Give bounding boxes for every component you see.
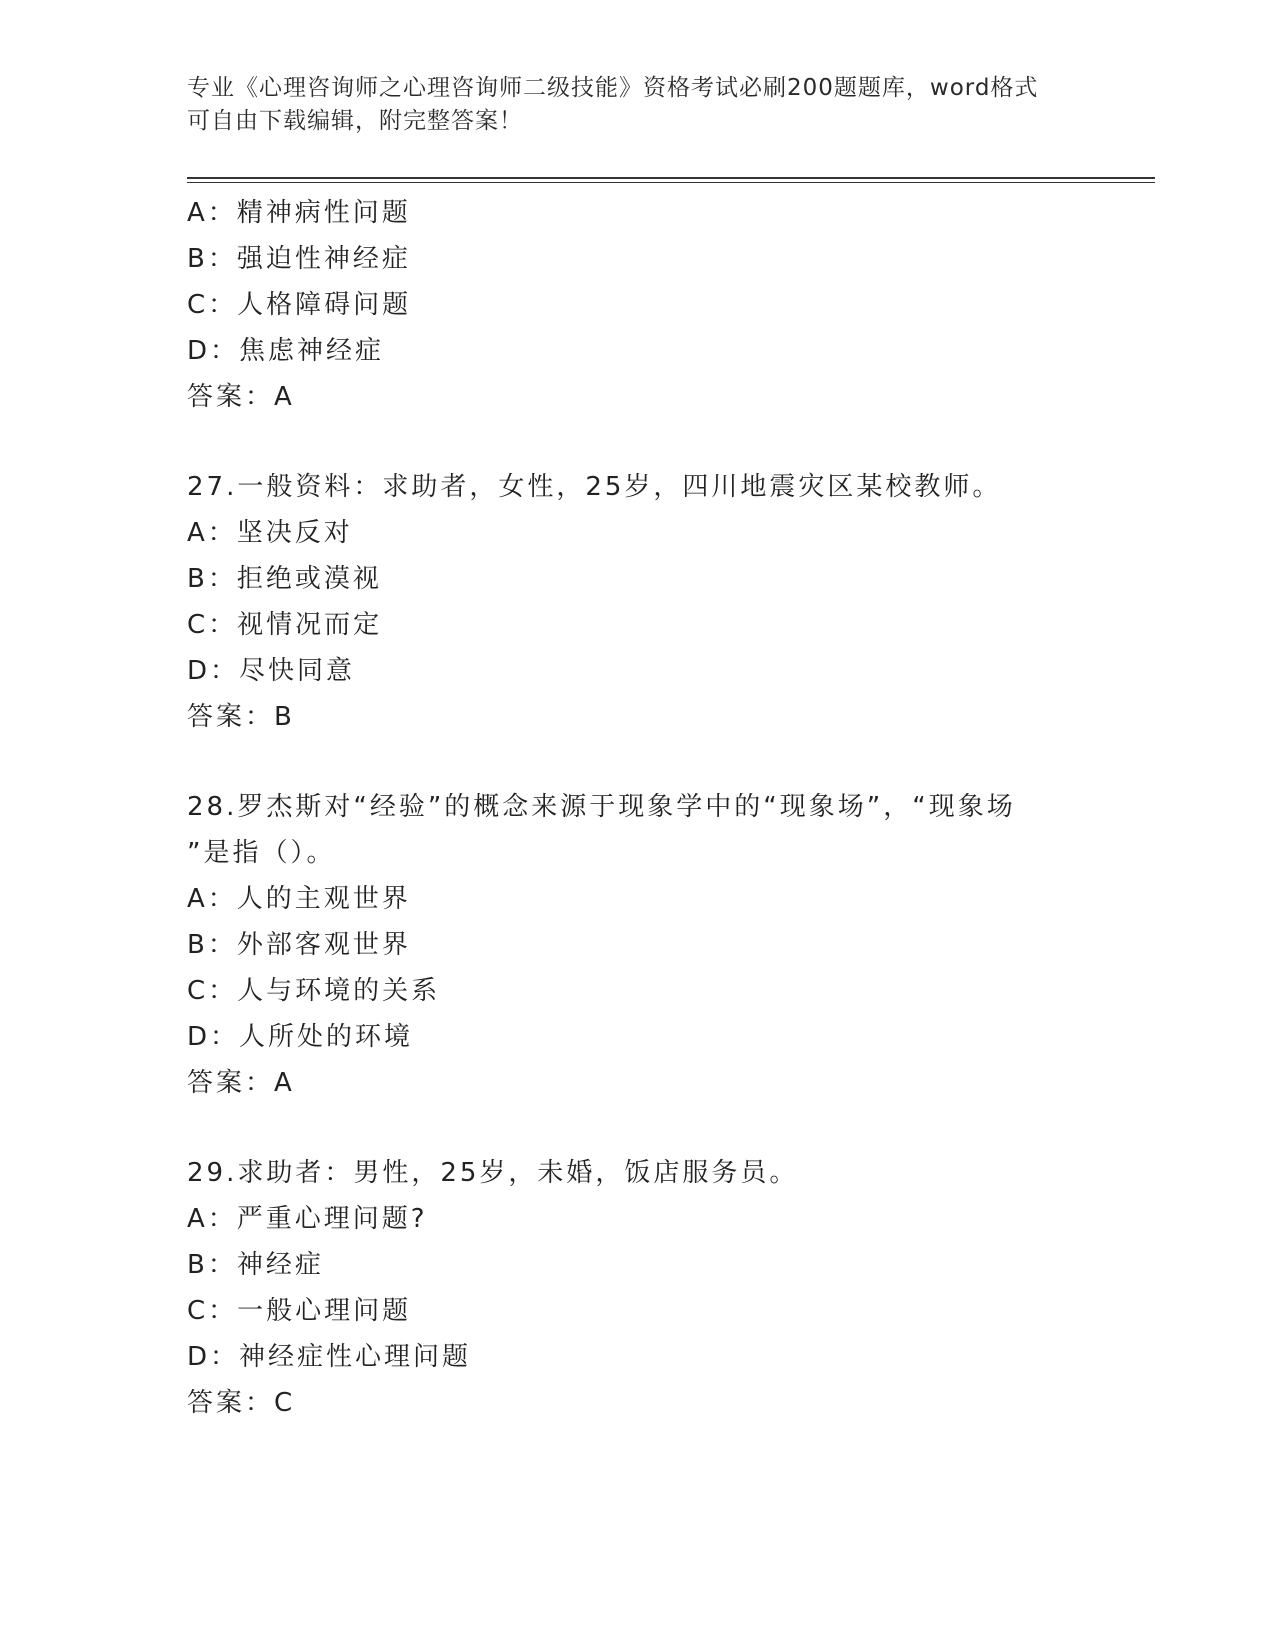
document-body	[187, 190, 1147, 1426]
answer-line: 答案：C	[187, 1388, 296, 1418]
question-26	[187, 190, 1147, 420]
option-a: A：坚决反对	[187, 518, 353, 548]
option-b: B：外部客观世界	[187, 930, 411, 960]
option-d: D：焦虑神经症	[187, 336, 385, 366]
header-line-2: 可自由下载编辑，附完整答案！	[187, 108, 523, 134]
option-c: C：人格障碍问题	[187, 290, 412, 320]
option-d: D：人所处的环境	[187, 1022, 414, 1052]
option-c: C：视情况而定	[187, 610, 383, 640]
question-28	[187, 784, 1147, 1106]
answer-line: 答案：A	[187, 382, 295, 412]
answer-line: 答案：B	[187, 702, 295, 732]
header-divider-thin	[187, 182, 1155, 183]
question-stem-line-2: ”是指（）。	[187, 838, 336, 868]
option-c: C：一般心理问题	[187, 1296, 412, 1326]
question-27	[187, 464, 1147, 740]
document-header	[187, 72, 1067, 138]
question-stem: 29.求助者：男性，25岁，未婚，饭店服务员。	[187, 1158, 799, 1188]
option-d: D：尽快同意	[187, 656, 356, 686]
option-c: C：人与环境的关系	[187, 976, 441, 1006]
option-a: A：精神病性问题	[187, 198, 411, 228]
option-b: B：神经症	[187, 1250, 324, 1280]
question-stem: 27.一般资料：求助者，女性，25岁，四川地震灾区某校教师。	[187, 472, 1002, 502]
question-stem-line-1: 28.罗杰斯对“经验”的概念来源于现象学中的“现象场”，“现象场	[187, 792, 1016, 822]
header-line-1: 专业《心理咨询师之心理咨询师二级技能》资格考试必刷200题题库，word格式	[187, 75, 1039, 101]
option-a: A：严重心理问题?	[187, 1204, 428, 1234]
option-b: B：拒绝或漠视	[187, 564, 382, 594]
option-d: D：神经症性心理问题	[187, 1342, 472, 1372]
question-29	[187, 1150, 1147, 1426]
answer-line: 答案：A	[187, 1068, 295, 1098]
option-a: A：人的主观世界	[187, 884, 411, 914]
option-b: B：强迫性神经症	[187, 244, 411, 274]
header-divider-thick	[187, 177, 1155, 179]
